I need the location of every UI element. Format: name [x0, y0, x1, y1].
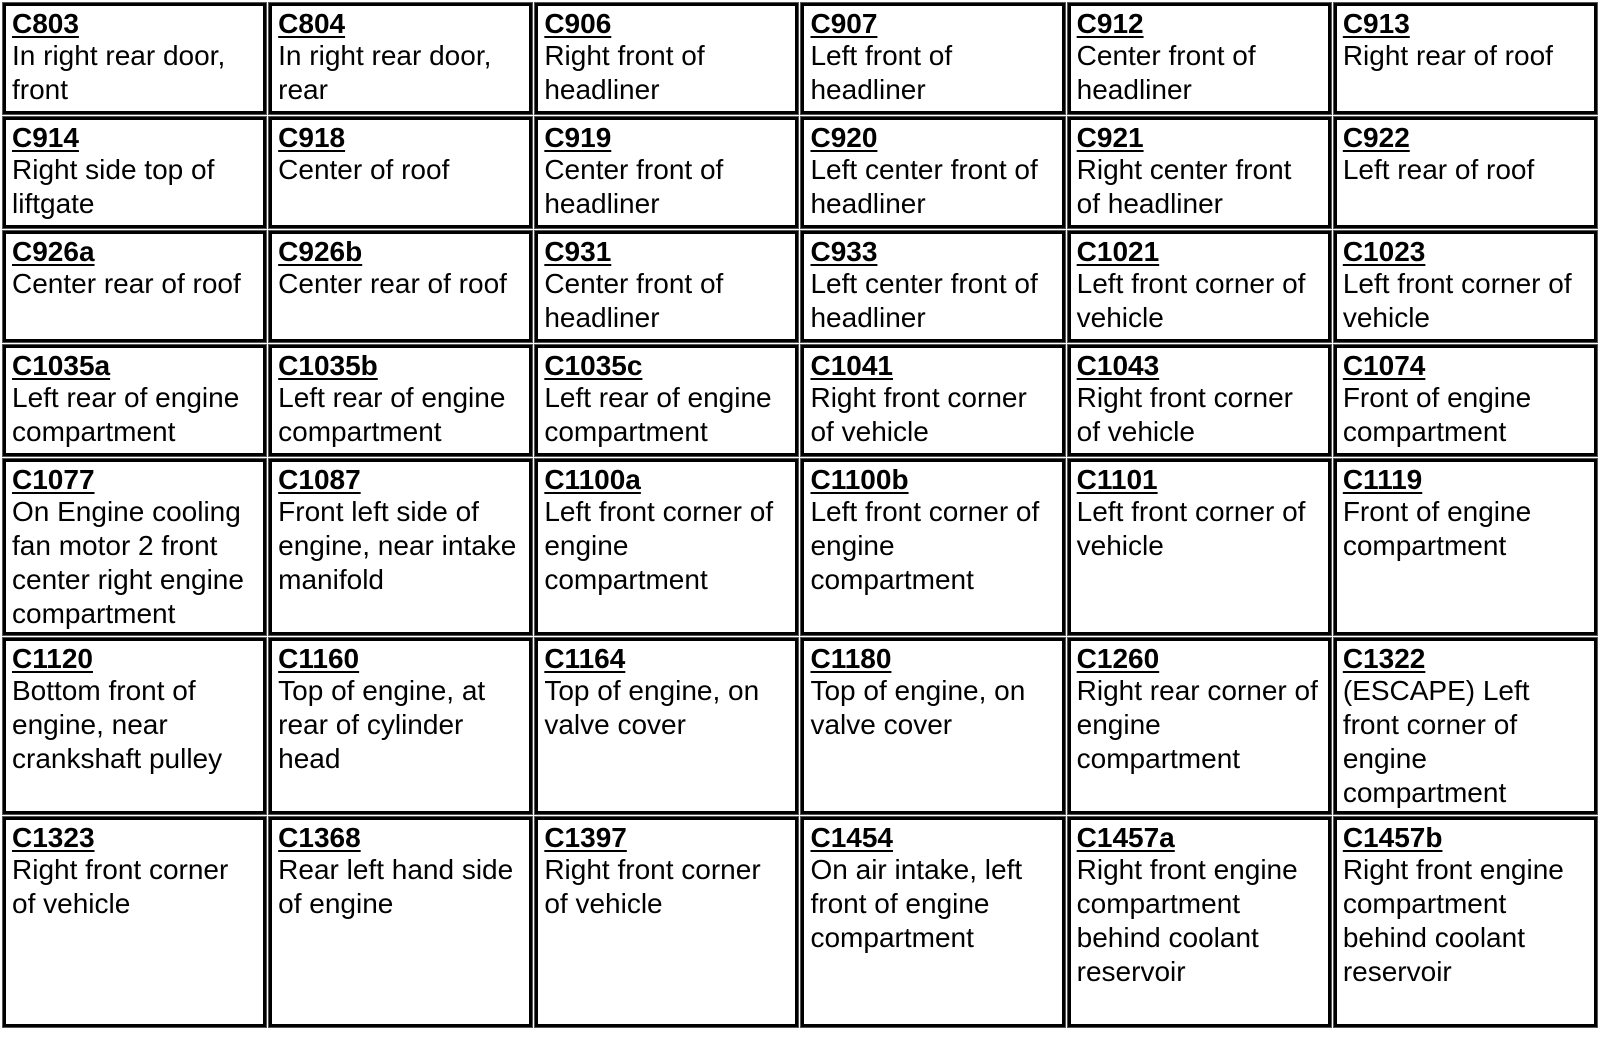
connector-cell	[269, 231, 532, 342]
connector-id: C926a	[12, 236, 95, 267]
connector-cell	[801, 3, 1064, 114]
connector-id: C933	[810, 236, 878, 267]
connector-id: C1180	[810, 643, 892, 674]
connector-cell	[3, 345, 266, 456]
connector-cell	[1334, 345, 1597, 456]
connector-location: Top of engine, on valve cover	[810, 675, 1026, 740]
connector-cell	[535, 459, 798, 635]
connector-location: Right front corner of vehicle	[12, 854, 229, 919]
connector-id: C918	[278, 122, 346, 153]
connector-location: Center front of headliner	[544, 268, 724, 333]
connector-location: Left front corner of vehicle	[1076, 496, 1306, 561]
connector-location: Left center front of headliner	[810, 154, 1038, 219]
connector-id: C919	[544, 122, 612, 153]
connector-id: C804	[278, 8, 346, 39]
connector-location: Center front of headliner	[544, 154, 724, 219]
connector-location: Right front of headliner	[544, 40, 705, 105]
connector-location: Left front corner of engine compartment	[544, 496, 774, 595]
connector-cell	[1334, 117, 1597, 228]
connector-cell	[1068, 817, 1331, 1027]
connector-cell	[801, 231, 1064, 342]
connector-id: C1368	[278, 822, 361, 853]
connector-cell	[535, 231, 798, 342]
connector-cell	[269, 345, 532, 456]
connector-cell	[1068, 638, 1331, 814]
connector-location: Right front corner of vehicle	[810, 382, 1027, 447]
connector-location: In right rear door, front	[12, 40, 226, 105]
connector-location: Front of engine compartment	[1342, 496, 1532, 561]
connector-location: On Engine cooling fan motor 2 front center right engine compartment	[12, 496, 244, 629]
connector-cell	[1068, 3, 1331, 114]
connector-cell	[801, 638, 1064, 814]
connector-cell	[3, 3, 266, 114]
connector-id: C1260	[1076, 643, 1160, 674]
connector-id: C1043	[1076, 350, 1160, 381]
connector-cell	[535, 817, 798, 1027]
connector-location: Left rear of engine compartment	[12, 382, 240, 447]
connector-cell	[1334, 231, 1597, 342]
connector-cell	[3, 117, 266, 228]
connector-location: Right rear corner of engine compartment	[1076, 675, 1318, 774]
connector-id: C1035a	[12, 350, 111, 381]
connector-id: C907	[810, 8, 878, 39]
connector-id: C931	[544, 236, 612, 267]
connector-cell	[269, 817, 532, 1027]
connector-location: Right front corner of vehicle	[1076, 382, 1293, 447]
connector-cell	[269, 638, 532, 814]
connector-id: C906	[544, 8, 612, 39]
connector-location-table	[3, 3, 1597, 1033]
connector-id: C922	[1342, 122, 1410, 153]
connector-cell	[1068, 345, 1331, 456]
connector-location: Left rear of roof	[1342, 154, 1535, 185]
connector-id: C1074	[1342, 350, 1426, 381]
connector-cell	[1068, 117, 1331, 228]
connector-id: C920	[810, 122, 878, 153]
connector-id: C1119	[1342, 464, 1423, 495]
connector-cell	[801, 117, 1064, 228]
connector-id: C1100a	[544, 464, 641, 495]
connector-id: C921	[1076, 122, 1144, 153]
connector-cell	[269, 117, 532, 228]
connector-location: Rear left hand side of engine	[278, 854, 514, 919]
connector-id: C1120	[12, 643, 93, 674]
connector-location: Center front of headliner	[1076, 40, 1256, 105]
connector-location: Right side top of liftgate	[12, 154, 215, 219]
connector-location: Front of engine compartment	[1342, 382, 1532, 447]
connector-cell	[269, 3, 532, 114]
connector-location: Center rear of roof	[278, 268, 507, 299]
connector-location: Top of engine, on valve cover	[544, 675, 760, 740]
connector-id: C1160	[278, 643, 360, 674]
connector-id: C1101	[1076, 464, 1158, 495]
connector-location: Left front corner of vehicle	[1076, 268, 1306, 333]
connector-location: (ESCAPE) Left front corner of engine compartment	[1342, 675, 1530, 808]
connector-cell	[3, 459, 266, 635]
connector-location: Right front engine compartment behind coolant reservoir	[1076, 854, 1298, 987]
connector-location: Left front corner of vehicle	[1342, 268, 1572, 333]
connector-cell	[801, 345, 1064, 456]
connector-location: Center rear of roof	[12, 268, 241, 299]
connector-location: Bottom front of engine, near crankshaft pulley	[12, 675, 223, 774]
connector-id: C1454	[810, 822, 893, 853]
connector-id: C1457b	[1342, 822, 1443, 853]
connector-cell	[1334, 817, 1597, 1027]
connector-id: C1041	[810, 350, 893, 381]
connector-id: C913	[1342, 8, 1410, 39]
connector-cell	[1334, 638, 1597, 814]
connector-location: Right front corner of vehicle	[544, 854, 761, 919]
connector-id: C1457a	[1076, 822, 1175, 853]
connector-cell	[3, 231, 266, 342]
connector-id: C1100b	[810, 464, 909, 495]
connector-cell	[535, 3, 798, 114]
connector-location: In right rear door, rear	[278, 40, 492, 105]
connector-location: Left center front of headliner	[810, 268, 1038, 333]
connector-location: Left front corner of engine compartment	[810, 496, 1040, 595]
connector-cell	[1068, 459, 1331, 635]
connector-id: C1087	[278, 464, 361, 495]
connector-location: Top of engine, at rear of cylinder head	[278, 675, 486, 774]
connector-id: C914	[12, 122, 79, 153]
connector-cell	[801, 817, 1064, 1027]
connector-location: Left rear of engine compartment	[278, 382, 506, 447]
connector-cell	[535, 638, 798, 814]
connector-id: C803	[12, 8, 79, 39]
connector-cell	[535, 345, 798, 456]
connector-location: Left rear of engine compartment	[544, 382, 772, 447]
connector-location: Center of roof	[278, 154, 450, 185]
connector-cell	[1068, 231, 1331, 342]
connector-cell	[801, 459, 1064, 635]
connector-location: Right front engine compartment behind coolant reservoir	[1342, 854, 1564, 987]
connector-id: C1035c	[544, 350, 643, 381]
connector-id: C1323	[12, 822, 95, 853]
connector-location: Right center front of headliner	[1076, 154, 1292, 219]
connector-id: C1397	[544, 822, 627, 853]
connector-cell	[269, 459, 532, 635]
connector-cell	[3, 817, 266, 1027]
connector-id: C1021	[1076, 236, 1160, 267]
connector-location: Front left side of engine, near intake manifold	[278, 496, 517, 595]
connector-id: C1035b	[278, 350, 378, 381]
connector-location: Left front of headliner	[810, 40, 953, 105]
connector-id: C1023	[1342, 236, 1426, 267]
connector-cell	[535, 117, 798, 228]
connector-id: C1164	[544, 643, 626, 674]
connector-cell	[1334, 3, 1597, 114]
connector-id: C912	[1076, 8, 1144, 39]
connector-id: C926b	[278, 236, 363, 267]
connector-id: C1322	[1342, 643, 1426, 674]
connector-id: C1077	[12, 464, 95, 495]
connector-cell	[1334, 459, 1597, 635]
connector-location: Right rear of roof	[1342, 40, 1553, 71]
connector-location: On air intake, left front of engine compartment	[810, 854, 1023, 953]
connector-cell	[3, 638, 266, 814]
